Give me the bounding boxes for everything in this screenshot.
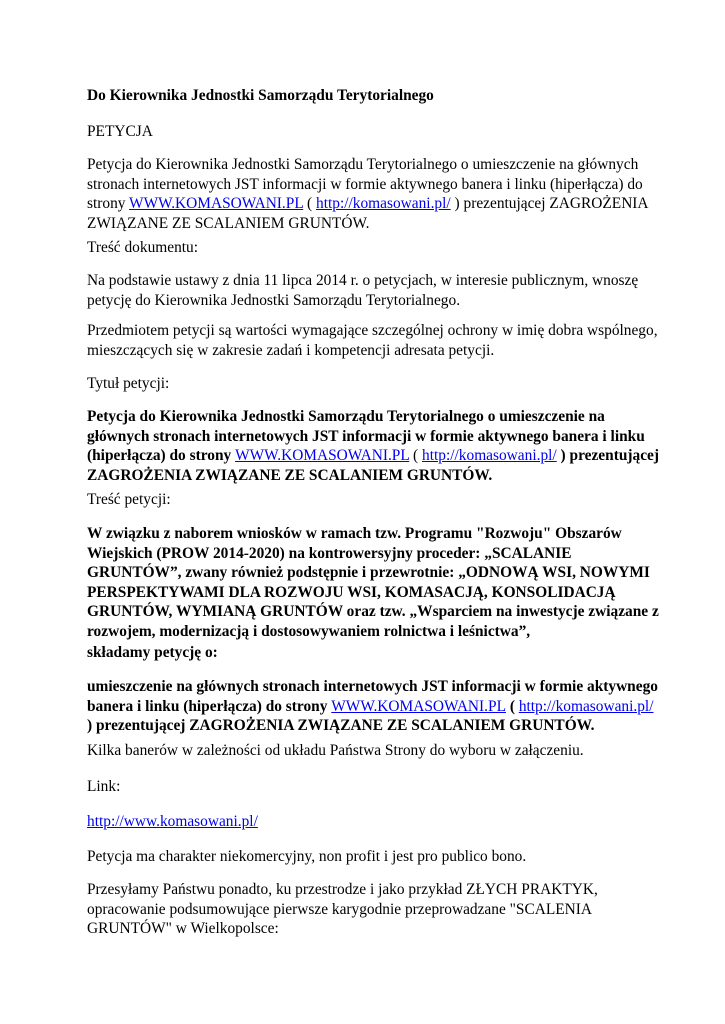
petition-title-line [87,446,659,466]
main-link-paragraph [87,812,647,832]
petition-title-line: Petycja do Kierownika Jednostki Samorządu Terytorialnego o umieszczenie na [87,408,605,425]
content-label: Treść dokumentu: [87,239,199,256]
paragraph-line: Na podstawie ustawy z dnia 11 lipca 2014 r. o petycjach, w interesie publicznym, wnoszę [87,272,639,289]
petition-title-label: Tytuł petycji: [87,375,170,392]
closing-line: GRUNTÓW" w Wielkopolsce: [87,920,279,938]
request-text: banera i linku (hiperłącza) do strony [87,697,332,715]
petition-body-line: W związku z naborem wniosków w ramach tzw. Programu "Rozwoju" Obszarów [87,525,622,542]
request-line: ) prezentującej ZAGROŻENIA ZWIĄZANE ZE SCALANIEM GRUNTÓW. [87,717,595,735]
request-label: składamy petycję o: [87,644,218,661]
closing-line: opracowanie podsumowujące pierwsze karygodnie przeprowadzane "SCALENIA [87,900,593,918]
banners-note: Kilka banerów w zależności od układu Państwa Strony do wyboru w załączeniu. [87,742,584,759]
komasowani-url-link[interactable]: http://komasowani.pl/ [518,697,654,715]
petition-title-line: głównych stronach internetowych JST informacji w formie aktywnego banera i linku [87,427,645,445]
noncommercial-note: Petycja ma charakter niekomercyjny, non profit i jest pro publico bono. [87,848,527,865]
closing-line: Przesyłamy Państwu ponadto, ku przestrodze i jako przykład ZŁYCH PRAKTYK, [87,881,598,898]
document-title: PETYCJA [87,123,153,140]
intro-paragraph [87,155,647,233]
petition-body-line: rozwojem, modernizacją i dostosowywaniem rolnictwa i leśnictwa”, [87,622,531,640]
petition-title-line: ZAGROŻENIA ZWIĄZANE ZE SCALANIEM GRUNTÓW. [87,466,493,484]
intro-line: stronach internetowych JST informacji w formie aktywnego banera i linku (hiperłącza) do [87,175,643,193]
komasowani-site-link[interactable]: WWW.KOMASOWANI.PL [129,195,304,213]
intro-text: ( [303,195,317,213]
link-label: Link: [87,778,121,795]
paragraph-line: mieszczących się w zakresie zadań i kompetencji adresata petycji. [87,341,495,359]
intro-line: ZWIĄZANE ZE SCALANIEM GRUNTÓW. [87,214,370,232]
intro-line: Petycja do Kierownika Jednostki Samorządu Terytorialnego o umieszczenie na głównych [87,156,639,173]
komasowani-site-link[interactable]: WWW.KOMASOWANI.PL [235,447,410,465]
petition-title-text: (hiperłącza) do strony [87,447,236,465]
request-text: ( [505,697,519,715]
petition-title [87,407,659,485]
komasowani-url-link[interactable]: http://komasowani.pl/ [316,195,451,213]
petition-title-text: ) prezentującej [556,447,659,465]
document-heading: Do Kierownika Jednostki Samorządu Terytorialnego [87,87,434,104]
petition-body [87,524,659,642]
intro-text: strony [87,195,130,213]
paragraph-line: petycję do Kierownika Jednostki Samorządu Terytorialnego. [87,291,461,309]
petition-body-line: Wiejskich (PROW 2014-2020) na kontrowersyjny proceder: „SCALANIE [87,544,572,562]
request-line: umieszczenie na głównych stronach internetowych JST informacji w formie aktywnego [87,678,658,695]
paragraph-law [87,271,647,310]
paragraph-subject [87,321,658,360]
intro-text: ) prezentującej ZAGROŻENIA [450,195,649,213]
paragraph-line: Przedmiotem petycji są wartości wymagające szczególnej ochrony w imię dobra wspólnego, [87,322,658,339]
request-line [87,697,654,717]
petition-content-label: Treść petycji: [87,491,171,508]
komasowani-www-link[interactable]: http://www.komasowani.pl/ [87,813,258,830]
intro-line [87,194,647,214]
petition-body-line: PERSPEKTYWAMI DLA ROZWOJU WSI, KOMASACJĄ, KONSOLIDACJĄ [87,583,616,601]
petition-title-text: ( [409,447,423,465]
closing-paragraph [87,880,647,939]
komasowani-site-link[interactable]: WWW.KOMASOWANI.PL [331,697,506,715]
petition-body-line: GRUNTÓW”, zwany również podstępnie i przewrotnie: „ODNOWĄ WSI, NOWYMI [87,564,650,582]
petition-body-line: GRUNTÓW, WYMIANĄ GRUNTÓW oraz tzw. „Wsparciem na inwestycje związane z [87,603,659,621]
komasowani-url-link[interactable]: http://komasowani.pl/ [422,447,557,465]
request-paragraph [87,677,658,736]
